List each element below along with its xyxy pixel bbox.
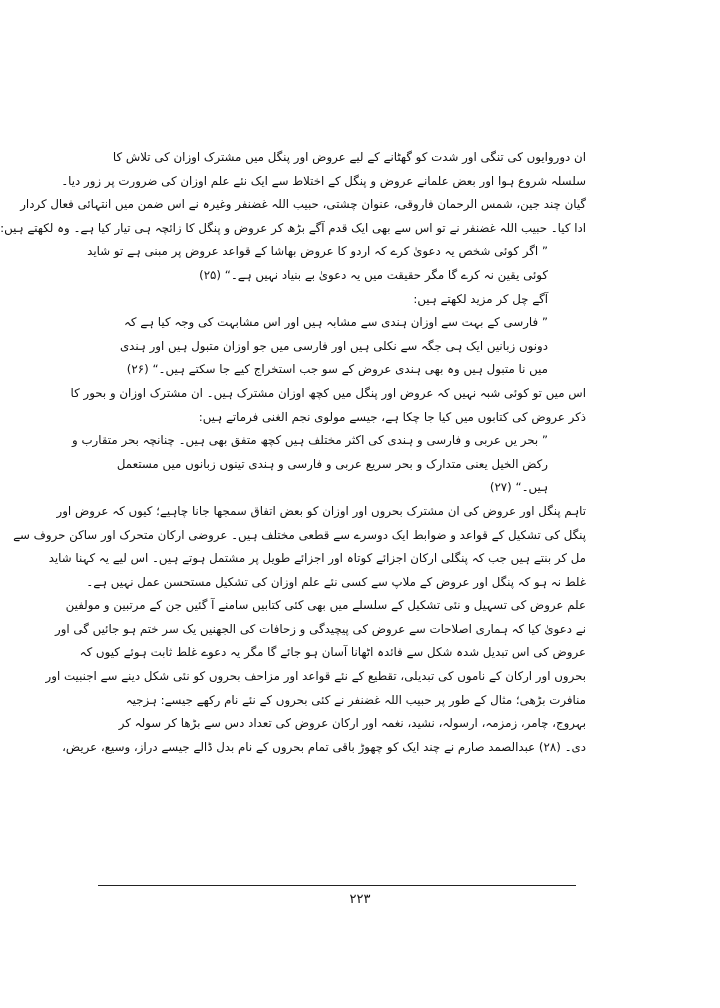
quote-line: ” فارسی کے بہت سے اوزان ہندی سے مشابہ ہیں اور اس مشابہت کی وجہ کیا ہے کہ — [123, 315, 548, 330]
block-quote-27 — [72, 429, 586, 500]
text-line: ذکر عروض کی کتابوں میں کیا جا چکا ہے، جیسے مولوی نجم الغنی فرماتے ہیں: — [198, 409, 586, 424]
text-line: اس میں تو کوئی شبہ نہیں کہ عروض اور پنگل میں کچھ اوزان مشترک ہیں۔ ان مشترک اوزان و بحور کا — [70, 385, 586, 400]
quote-line: ” بحر یں عربی و فارسی و ہندی کی اکثر مختلف ہیں کچھ متفق بھی ہیں۔ چنانچہ بحر متقارب و — [72, 433, 548, 448]
page-number: ۲۲۳ — [349, 892, 371, 907]
body-text — [0, 146, 586, 759]
text-line: غلط نہ ہو کہ پنگل اور عروض کے ملاپ سے کسی نئے علم اوزان کی تشکیل مستحسن عمل نہیں ہے۔ — [86, 574, 586, 589]
text-line: آگے چل کر مزید لکھتے ہیں: — [413, 291, 548, 306]
text-line: بہروج، چامر، زمزمہ، ارسولہ، نشید، نغمہ اور ارکان عروض کی تعداد دس سے بڑھا کر سولہ کر — [118, 716, 586, 731]
text-line: منافرت بڑھی؛ مثال کے طور پر حبیب اللہ غضنفر نے کئی بحروں کے نئے نام رکھے جیسے: ہزجیہ — [125, 692, 586, 707]
text-line: پنگل کی تشکیل کے قواعد و ضوابط ایک دوسرے سے قطعی مختلف ہیں۔ عروضی ارکان متحرک اور ساکن حروف سے — [13, 527, 586, 542]
block-quote-25 — [87, 240, 586, 287]
text-line: تاہم پنگل اور عروض کی ان مشترک بحروں اور اوزان کو بعض اتفاق سمجھا جانا چاہیے؛ کیوں کہ عروض اور — [56, 503, 586, 518]
quote-line: میں نا متبول ہیں وہ بھی ہندی عروض کے سو جب استخراج کیے جا سکتے ہیں۔“ (۲۶) — [126, 362, 548, 377]
quote-line: ہیں۔“ (۲۷) — [489, 480, 548, 495]
text-line: نے دعویٰ کیا کہ ہماری اصلاحات سے عروض کی پیچیدگی و زحافات کی الجھنیں یک سر ختم ہو جائیں گی اور — [55, 621, 586, 636]
paragraph-differences — [13, 500, 586, 594]
text-line: ان دوروایوں کی تنگی اور شدت کو گھٹانے کے لیے عروض اور پنگل میں مشترک اوزان کی تلاش کا — [112, 150, 586, 164]
footer-divider — [98, 885, 576, 886]
paragraph-reforms — [45, 594, 586, 759]
text-line: مل کر بنتے ہیں جب کہ پنگلی ارکان اجزائے کوتاہ اور اجزائے طویل پر مشتمل ہوتے ہیں۔ اس لیے یہ کہنا شاید — [48, 551, 586, 566]
text-line: دی۔ (۲۸) عبدالصمد صارم نے چند ایک کو چھوڑ باقی تمام بحروں کے نام بدل ڈالے جیسے دراز، وسیع، عریض، — [62, 739, 586, 754]
block-quote-26 — [118, 311, 586, 382]
quote-line: رکض الخیل یعنی متدارک و بحر سریع عربی و فارسی و ہندی تینوں زبانوں میں مستعمل — [116, 456, 548, 471]
text-line: گیان چند جین، شمس الرحمان فاروقی، عنوان چشتی، حبیب اللہ غضنفر وغیرہ نے اس ضمن میں انتہائی فعال کردار — [20, 197, 586, 212]
paragraph-continuation — [118, 288, 586, 312]
quote-line: دونوں زبانیں ایک ہی جگہ سے نکلی ہیں اور فارسی میں جو اوزان متبول ہیں اور ہندی — [119, 338, 548, 353]
paragraph-intro — [0, 146, 586, 240]
paragraph-shared-meters — [70, 382, 586, 429]
text-line: علم عروض کی تسہیل و نئی تشکیل کے سلسلے میں بھی کئی کتابیں سامنے آ گئیں جن کے مرتبین و مولفین — [65, 598, 586, 613]
text-line: سلسلہ شروع ہوا اور بعض علمانے عروض و پنگل کے اختلاط سے ایک نئے علم اوزان کی ضرورت پر زور دیا۔ — [61, 173, 586, 188]
text-line: عروض کی اس تبدیل شدہ شکل سے فائدہ اٹھانا آسان ہو جائے گا مگر یہ دعوے غلط ثابت ہوئے کیوں کہ — [79, 645, 586, 660]
text-line: بحروں اور ارکان کے ناموں کی تبدیلی، تقطیع کے نئے قواعد اور مزاحف بحروں کو نئی شکل دینے سے اجنبیت اور — [45, 669, 586, 684]
quote-line: ” اگر کوئی شخص یہ دعویٰ کرے کہ اردو کا عروض بھاشا کے قواعد عروض پر مبنی ہے تو شاید — [87, 244, 548, 259]
quote-line: کوئی یقین نہ کرے گا مگر حقیقت میں یہ دعویٰ بے بنیاد نہیں ہے۔“ (۲۵) — [199, 267, 548, 282]
text-line: ادا کیا۔ حبیب اللہ غضنفر نے تو اس سے بھی ایک قدم آگے بڑھ کر عروض و پنگل کا زائچہ ہی تیار کیا ہے۔ وہ لکھتے ہیں: — [0, 220, 586, 235]
